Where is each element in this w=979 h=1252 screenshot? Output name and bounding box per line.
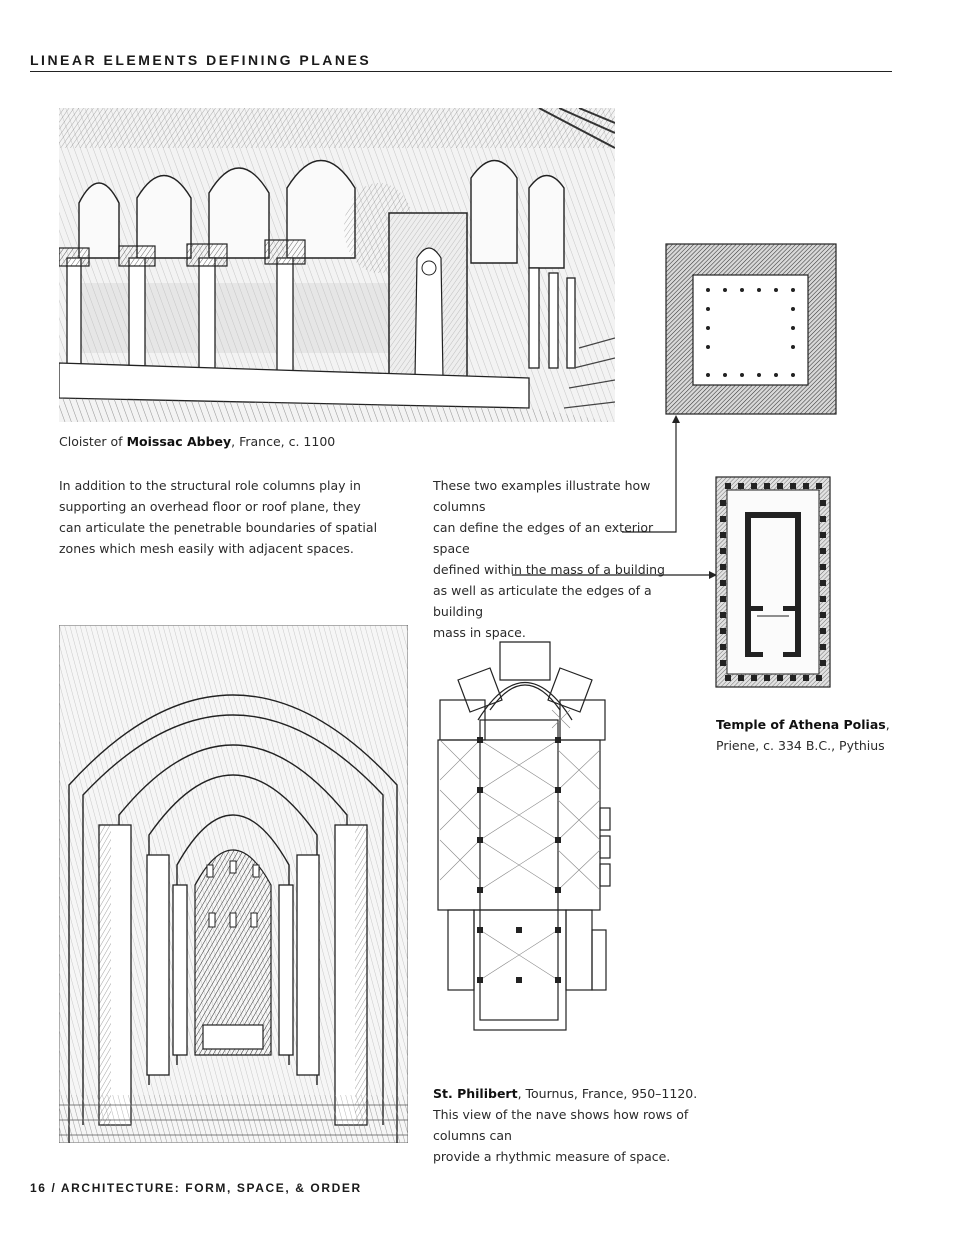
philibert-caption-name: St. Philibert [433,1086,518,1101]
paragraph-right-line-1: These two examples illustrate how columns [433,478,651,514]
philibert-caption [433,1083,733,1167]
philibert-caption-suffix: , Tournus, France, 950–1120. [517,1086,698,1101]
temple-caption-comma: , [885,717,890,732]
philibert-plan [430,640,620,1035]
temple-caption-line-2: Priene, c. 334 B.C., Pythius [716,738,885,753]
header-rule [30,71,892,72]
cloister-caption-suffix: , France, c. 1100 [231,434,336,449]
temple-caption-name: Temple of Athena Polias [716,717,886,732]
cloister-caption [59,431,335,452]
paragraph-right-line-3: defined within the mass of a building [433,562,665,577]
philibert-caption-line-2: This view of the nave shows how rows of columns can [433,1107,689,1143]
leader-arrows [500,415,720,585]
paragraph-right-line-2: can define the edges of an exterior space [433,520,654,556]
cloister-caption-prefix: Cloister of [59,434,127,449]
cloister-plan [665,243,837,415]
paragraph-right-line-4: as well as articulate the edges of a building [433,583,652,619]
page-footer: 16 / ARCHITECTURE: FORM, SPACE, & ORDER [30,1181,362,1195]
philibert-caption-line-3: provide a rhythmic measure of space. [433,1149,671,1164]
cloister-caption-name: Moissac Abbey [126,434,232,449]
nave-sketch [59,625,408,1143]
paragraph-left: In addition to the structural role columns play in supporting an overhead floor or roof plane, they can articulate the penetrable boundaries of spatial zones which mesh easily with adjacent spaces. [59,478,378,556]
paragraph-right-line-5: mass in space. [433,625,526,640]
cloister-sketch [59,108,615,422]
page-title: LINEAR ELEMENTS DEFINING PLANES [30,52,372,68]
temple-caption [716,714,890,756]
temple-plan [715,476,831,688]
